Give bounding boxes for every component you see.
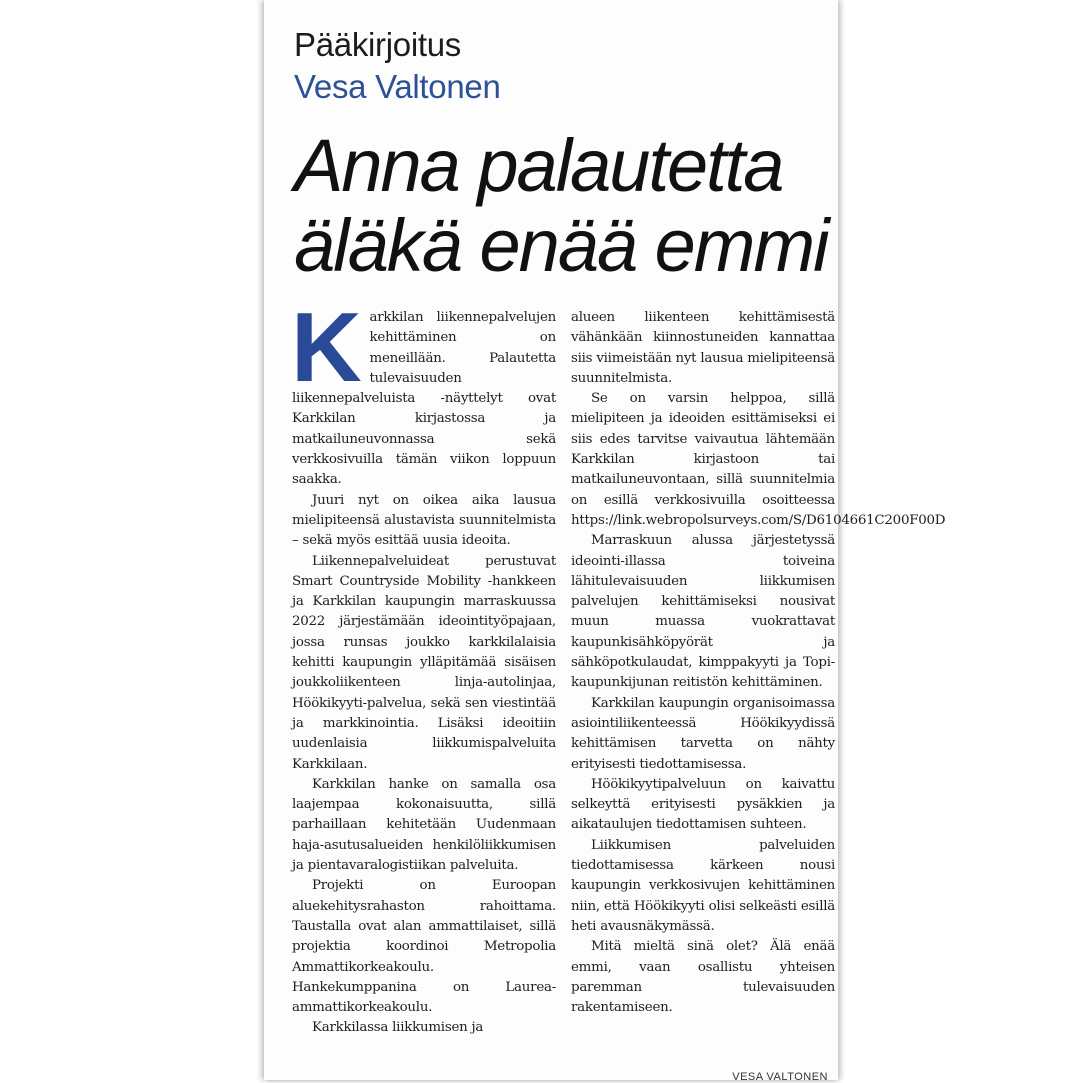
author-name: Vesa Valtonen <box>294 68 501 105</box>
paragraph-text: arkkilan liikennepalvelujen kehittäminen on meneillään. Palautetta tulevaisuuden liikennepalveluista -näyttelyt ovat Karkkilan kirjastossa ja matkailuneuvonnassa sekä verkkosivuilla tämän viikon loppuun saakka. <box>292 310 556 488</box>
body-paragraph: Liikennepalveluideat perustuvat Smart Countryside Mobility -hankkeen ja Karkkilan kaupungin marraskuussa 2022 järjestämään ideointityöpajaan, jossa runsas joukko karkkilalaisia kehitti kaupungin ylläpitämää sisäisen joukkoliikenteen linja-autolinjaa, Höökikyyti-palvelua, sekä sen viestintää ja markkinointia. Lisäksi ideoitiin uudenlaisia liikkumispalveluita Karkkilaan. <box>292 553 556 772</box>
body-paragraph: Liikkumisen palveluiden tiedottamisessa kärkeen nousi kaupungin verkkosivujen kehittäminen niin, että Höökikyyti olisi selkeästi esillä heti avausnäkymässä. <box>571 837 835 934</box>
body-paragraph: Se on varsin helppoa, sillä mielipiteen ja ideoiden esittämiseksi ei siis edes tarvitse vaivautua lähtemään Karkkilan kirjastoon tai matkailuneuvontaan, sillä suunnitelmia on esillä verkkosivuilla osoitteessa https://link.webropolsurveys.com/S/D6104661C200F00D <box>571 391 946 528</box>
body-paragraph: Karkkilan kaupungin organisoimassa asiointiliikenteessä Höökikyydissä kehittämisen tarvetta on nähty erityisesti tiedottamisessa. <box>571 695 835 772</box>
body-paragraph: Karkkilan hanke on samalla osa laajempaa kokonaisuutta, sillä parhaillaan kehitetään Uudenmaan haja-asutusalueiden henkilöliikkumisen ja pientavaralogistiikan palveluita. <box>292 776 556 874</box>
newspaper-clipping <box>264 0 946 1083</box>
headline-line-2: äläkä enää emmi <box>294 204 828 287</box>
body-paragraph: Karkkilassa liikkumisen ja <box>312 1020 484 1036</box>
article-column-left <box>291 292 556 1039</box>
body-paragraph: alueen liikenteen kehittämisestä vähänkään kiinnostuneiden kannattaa siis viimeistään nyt lausua mielipiteensä suunnitelmista. <box>571 310 835 386</box>
body-paragraph: Juuri nyt on oikea aika lausua mielipiteensä alustavista suunnitelmista – sekä myös esittää uusia ideoita. <box>292 492 556 549</box>
body-paragraph: Projekti on Euroopan aluekehitysrahaston rahoittama. Taustalla ovat alan ammattilaiset, sillä projektia koordinoi Metropolia Ammattikorkeakoulu. Hankekumppanina on Laurea-ammattikorkeakoulu. <box>292 878 556 1016</box>
headline <box>294 126 834 286</box>
drop-cap: K <box>291 292 362 402</box>
body-paragraph: Mitä mieltä sinä olet? Älä enää emmi, vaan osallistu yhteisen paremman tulevaisuuden rakentamiseen. <box>571 939 835 1016</box>
body-paragraph: Marraskuun alussa järjestetyssä ideointi-illassa toiveina lähitulevaisuuden liikkumisen palvelujen kehittämiseksi nousivat muun muassa vuokrattavat kaupunkisähköpyörät ja sähköpotkulaudat, kimppakyyti ja Topi-kaupunkijunan reitistön kehittäminen. <box>571 533 835 691</box>
headline-line-1: Anna palautetta <box>294 124 783 207</box>
body-paragraph <box>291 292 556 491</box>
body-paragraph: Höökikyytipalveluun on kaivattu selkeyttä erityisesti pysäkkien ja aikataulujen tiedottamisen suhteen. <box>571 776 835 833</box>
article-column-right <box>571 308 946 1018</box>
section-label: Pääkirjoitus <box>294 26 461 63</box>
author-signature: VESA VALTONEN <box>732 1071 828 1083</box>
